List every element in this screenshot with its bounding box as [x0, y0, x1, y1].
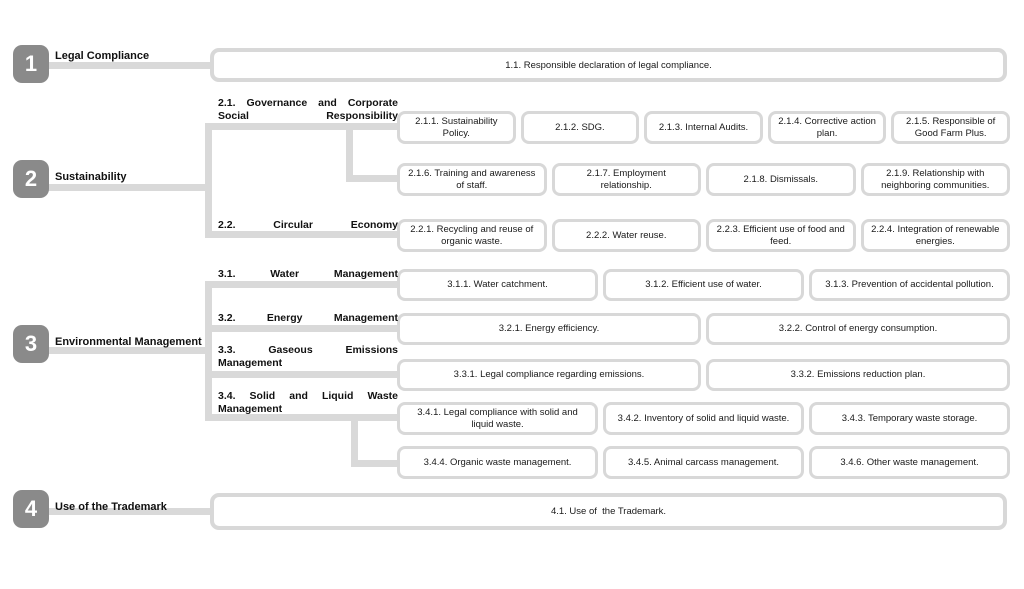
box-2-1-6: 2.1.6. Training and awareness of staff.: [397, 163, 547, 196]
row-3-2: [397, 313, 1010, 345]
row-2-1-a: [397, 111, 1010, 144]
box-2-1-7: 2.1.7. Employment relationship.: [552, 163, 702, 196]
box-3-4-6: 3.4.6. Other waste management.: [809, 446, 1010, 479]
connector-line: [346, 175, 400, 182]
sublabel-3-1: 3.1. Water Management: [218, 268, 398, 280]
section-2-label: Sustainability: [55, 171, 127, 183]
box-2-2-4: 2.2.4. Integration of renewable energies.: [861, 219, 1011, 252]
sublabel-2-1: 2.1. Governance and Corporate Social Responsibility: [218, 97, 398, 122]
box-2-1-8: 2.1.8. Dismissals.: [706, 163, 856, 196]
box-2-2-1: 2.2.1. Recycling and reuse of organic waste.: [397, 219, 547, 252]
row-3-1: [397, 269, 1010, 301]
box-2-2-3: 2.2.3. Efficient use of food and feed.: [706, 219, 856, 252]
row-2-2: [397, 219, 1010, 252]
box-2-1-1: 2.1.1. Sustainability Policy.: [397, 111, 516, 144]
connector-line: [205, 123, 212, 238]
box-2-1-3: 2.1.3. Internal Audits.: [644, 111, 763, 144]
box-3-1-1: 3.1.1. Water catchment.: [397, 269, 598, 301]
box-2-1-2: 2.1.2. SDG.: [521, 111, 640, 144]
box-3-4-2: 3.4.2. Inventory of solid and liquid waste.: [603, 402, 804, 435]
row-3-4-b: [397, 446, 1010, 479]
sublabel-3-2: 3.2. Energy Management: [218, 312, 398, 324]
box-3-3-2: 3.3.2. Emissions reduction plan.: [706, 359, 1010, 391]
box-4-1: 4.1. Use of the Trademark.: [210, 493, 1007, 530]
box-2-1-4: 2.1.4. Corrective action plan.: [768, 111, 887, 144]
section-2-badge: 2: [13, 160, 49, 198]
box-2-2-2: 2.2.2. Water reuse.: [552, 219, 702, 252]
box-3-4-3: 3.4.3. Temporary waste storage.: [809, 402, 1010, 435]
box-2-1-5: 2.1.5. Responsible of Good Farm Plus.: [891, 111, 1010, 144]
connector-line: [45, 184, 212, 191]
box-3-3-1: 3.3.1. Legal compliance regarding emissions.: [397, 359, 701, 391]
connector-line: [45, 62, 213, 69]
box-3-2-1: 3.2.1. Energy efficiency.: [397, 313, 701, 345]
connector-line: [351, 460, 400, 467]
section-1-label: Legal Compliance: [55, 50, 150, 62]
section-1-badge: 1: [13, 45, 49, 83]
sublabel-3-4: 3.4. Solid and Liquid Waste Management: [218, 390, 398, 415]
box-3-1-3: 3.1.3. Prevention of accidental pollution.: [809, 269, 1010, 301]
box-3-4-5: 3.4.5. Animal carcass management.: [603, 446, 804, 479]
box-3-2-2: 3.2.2. Control of energy consumption.: [706, 313, 1010, 345]
section-4-badge: 4: [13, 490, 49, 528]
row-3-3: [397, 359, 1010, 391]
box-3-4-4: 3.4.4. Organic waste management.: [397, 446, 598, 479]
sublabel-3-3: 3.3. Gaseous Emissions Management: [218, 344, 398, 369]
connector-line: [45, 347, 212, 354]
row-2-1-b: [397, 163, 1010, 196]
box-3-1-2: 3.1.2. Efficient use of water.: [603, 269, 804, 301]
row-3-4-a: [397, 402, 1010, 435]
sublabel-2-2: 2.2. Circular Economy: [218, 219, 398, 231]
section-3-label: Environmental Management: [55, 336, 202, 348]
connector-line: [205, 281, 212, 421]
box-1-1: 1.1. Responsible declaration of legal compliance.: [210, 48, 1007, 82]
box-3-4-1: 3.4.1. Legal compliance with solid and liquid waste.: [397, 402, 598, 435]
section-3-badge: 3: [13, 325, 49, 363]
box-2-1-9: 2.1.9. Relationship with neighboring communities.: [861, 163, 1011, 196]
section-4-label: Use of the Trademark: [55, 501, 167, 513]
